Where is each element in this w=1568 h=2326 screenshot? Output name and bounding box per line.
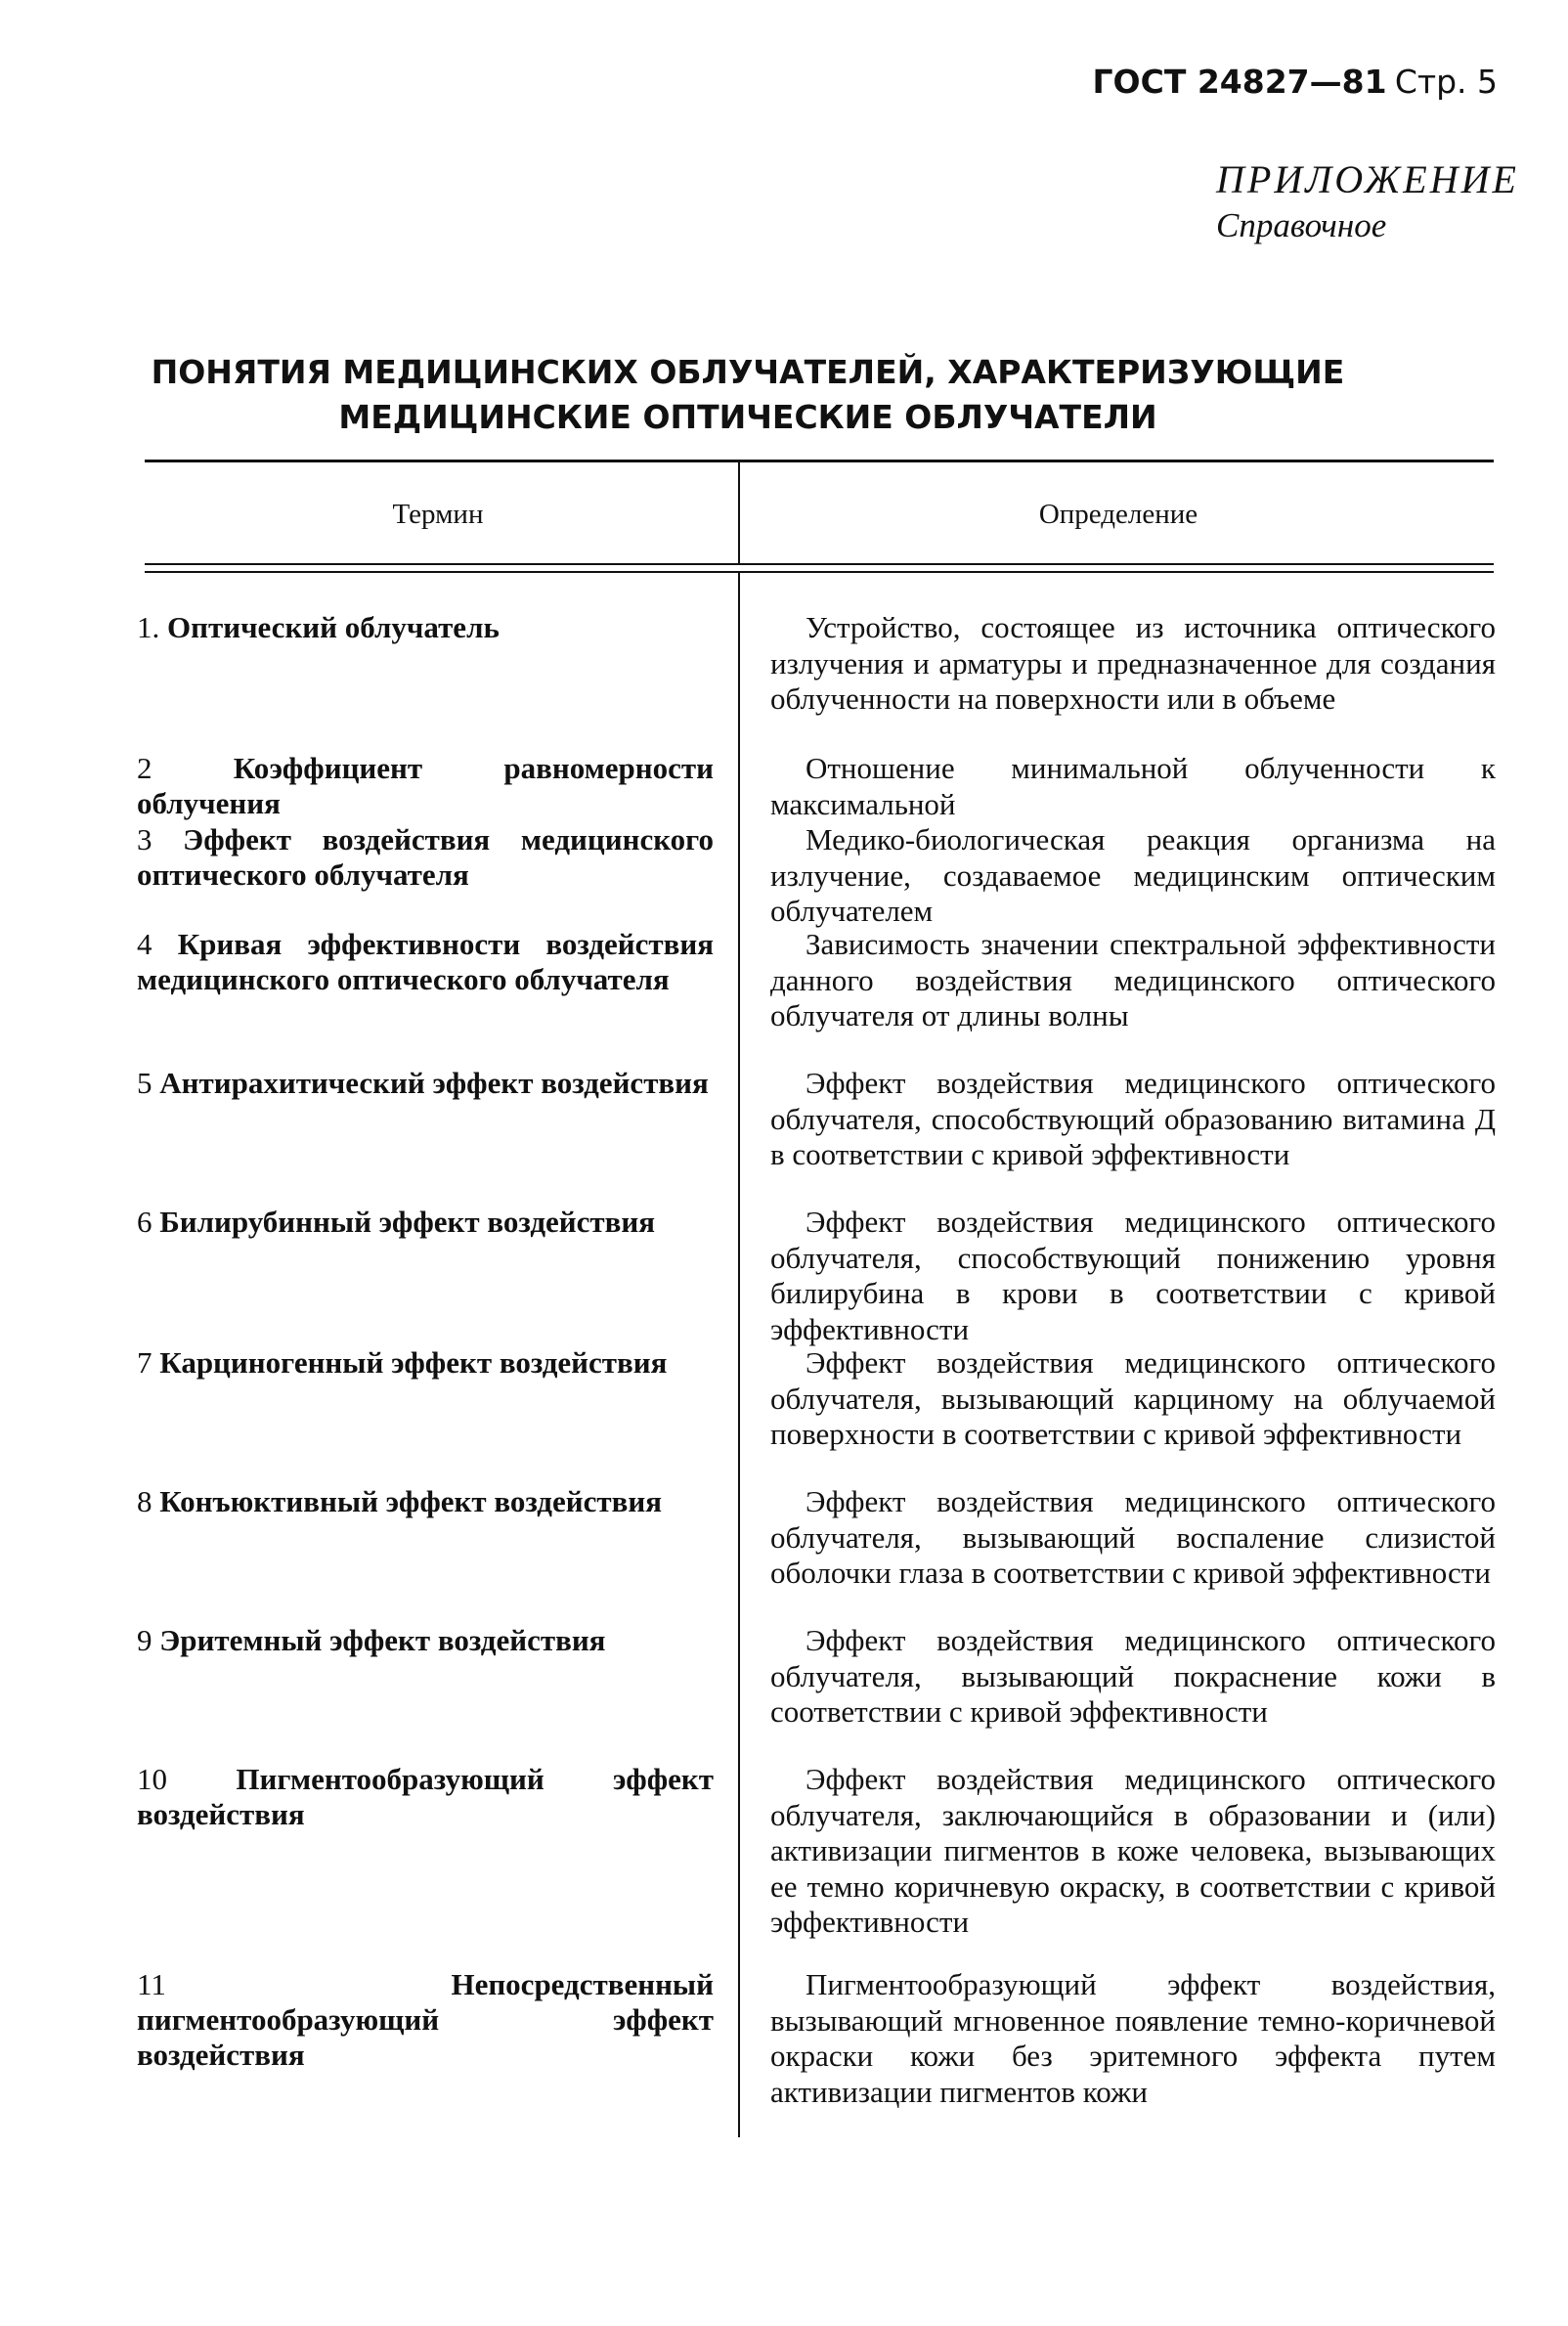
term-cell [137,751,714,821]
term-text: Коэффициент равномерности облучения [137,751,714,820]
document-title-line-1: ПОНЯТИЯ МЕДИЦИНСКИХ ОБЛУЧАТЕЛЕЙ, ХАРАКТЕРИЗУЮЩИЕ [151,353,1345,391]
term-text: Карциногенный эффект воздействия [159,1345,668,1380]
term-number: 3 [137,822,152,856]
column-header-definition: Определение [1038,499,1198,530]
definition-cell: Пигментообразующий эффект воздействия, вызывающий мгновенное появление темно-коричневой окраски кожи без эритемного эффекта путем активизации пигментов кожи [770,1967,1496,2109]
term-cell [137,927,714,997]
term-text: Эритемный эффект воздействия [159,1623,606,1657]
body-column-divider [738,573,740,2137]
term-cell [137,1967,714,2073]
term-cell [137,822,714,893]
term-text: Эффект воздействия медицинского оптического облучателя [137,822,714,892]
definition-cell: Медико-биологическая реакция организма на излучение, создаваемое медицинским оптическим облучателем [770,822,1496,928]
term-text: Оптический облучатель [167,610,500,644]
appendix-title: ПРИЛОЖЕНИЕ [1216,157,1519,201]
term-cell [137,1484,714,1519]
term-text: Билирубинный эффект воздействия [159,1205,655,1239]
document-title [137,350,1359,440]
term-number: 5 [137,1066,152,1100]
term-number: 10 [137,1762,167,1796]
term-number: 9 [137,1623,152,1657]
table-top-rule [145,460,1494,462]
definition-cell: Эффект воздействия медицинского оптического облучателя, способствующий образованию витамина Д в соответствии с кривой эффективности [770,1066,1496,1171]
term-number: 6 [137,1205,152,1239]
term-number: 1. [137,610,160,644]
term-number: 7 [137,1345,152,1380]
page-number: Стр. 5 [1394,63,1498,101]
header-column-divider [738,461,740,563]
term-text: Антирахитический эффект воздействия [159,1066,709,1100]
definition-cell: Эффект воздействия медицинского оптического облучателя, заключающийся в образовании и (или) активизации пигментов в коже человека, вызывающих ее темно коричневую окраску, в соответствии с кривой эффективности [770,1762,1496,1939]
term-cell [137,1762,714,1832]
definition-cell: Устройство, состоящее из источника оптического излучения и арматуры и предназначенное для создания облученности на поверхности или в объеме [770,610,1496,716]
definition-cell: Эффект воздействия медицинского оптического облучателя, вызывающий покраснение кожи в соответствии с кривой эффективности [770,1623,1496,1729]
definition-cell: Зависимость значении спектральной эффективности данного воздействия медицинского оптического облучателя от длины волны [770,927,1496,1032]
term-text: Конъюктивный эффект воздействия [159,1484,662,1518]
definition-cell: Эффект воздействия медицинского оптического облучателя, вызывающий воспаление слизистой оболочки глаза в соответствии с кривой эффективности [770,1484,1496,1590]
standard-code: ГОСТ 24827—81 [1092,63,1387,101]
appendix-subtitle: Справочное [1216,206,1387,244]
appendix-label [1216,156,1519,245]
column-header-term: Термин [392,499,484,530]
document-title-line-2: МЕДИЦИНСКИЕ ОПТИЧЕСКИЕ ОБЛУЧАТЕЛИ [338,398,1157,436]
definition-cell: Эффект воздействия медицинского оптического облучателя, способствующий понижению уровня билирубина в крови в соответствии с кривой эффективности [770,1205,1496,1346]
term-cell [137,1205,714,1240]
term-number: 4 [137,927,152,961]
definition-cell: Отношение минимальной облученности к максимальной [770,751,1496,821]
term-cell [137,1345,714,1381]
term-number: 2 [137,751,152,785]
header-rule-lower [145,571,1494,573]
term-cell [137,1623,714,1658]
term-number: 11 [137,1967,166,2001]
term-cell [137,610,714,645]
page-header [1093,63,1498,102]
definition-cell: Эффект воздействия медицинского оптического облучателя, вызывающий карциному на облучаемой поверхности в соответствии с кривой эффективности [770,1345,1496,1451]
term-cell [137,1066,714,1101]
header-rule-upper [145,563,1494,565]
term-text: Кривая эффективности воздействия медицинского оптического облучателя [137,927,714,996]
term-number: 8 [137,1484,152,1518]
term-text: Непосредственный пигментообразующий эффект воздействия [137,1967,714,2072]
term-text: Пигментообразующий эффект воздействия [137,1762,714,1831]
